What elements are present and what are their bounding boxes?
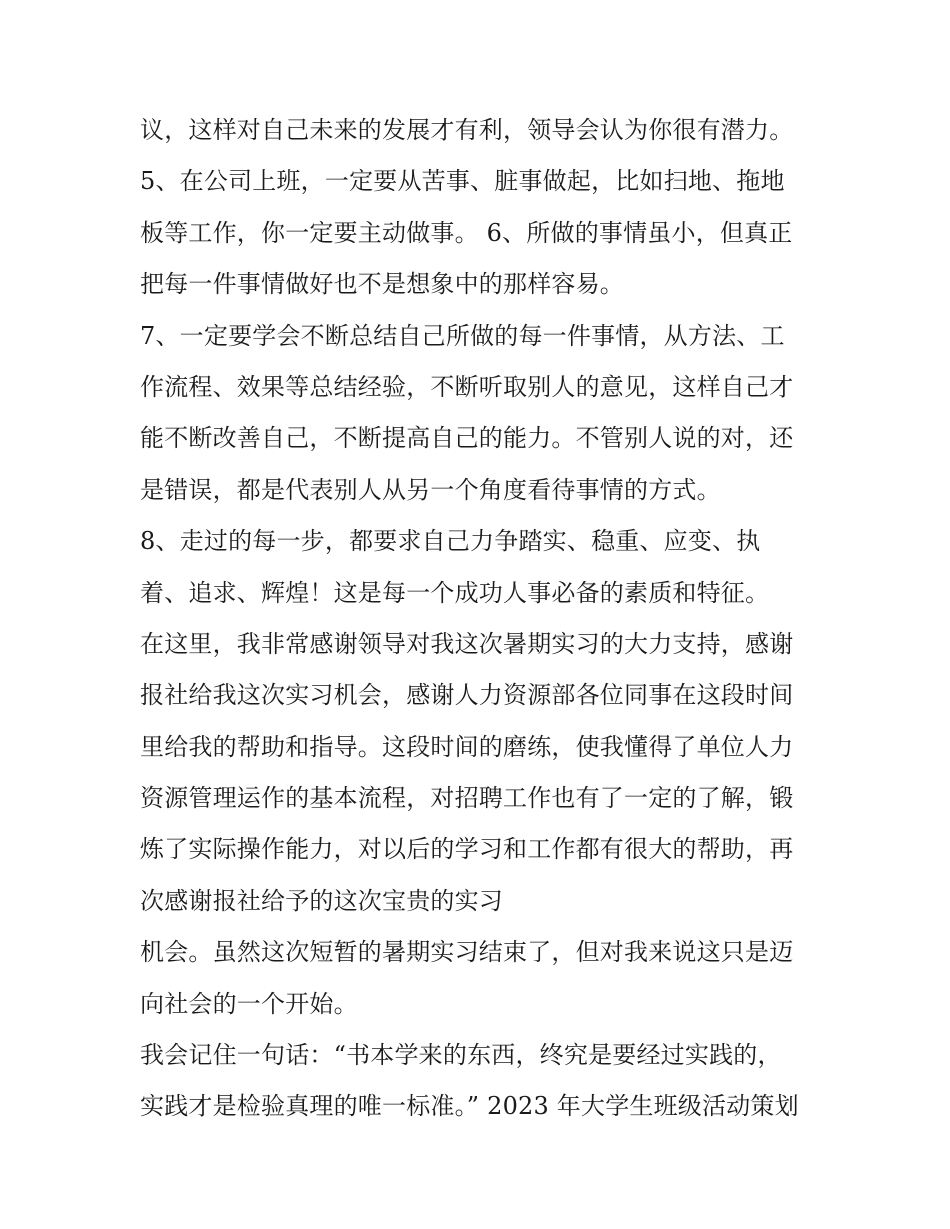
text-line: 是错误，都是代表别人从另一个角度看待事情的方式。: [140, 475, 721, 504]
text-line: 报社给我这次实习机会，感谢人力资源部各位同事在这段时间: [140, 681, 794, 710]
text-line: 向社会的一个开始。: [140, 989, 358, 1018]
text-line: 我会记住一句话：“书本学来的东西，终究是要经过实践的，: [140, 1041, 782, 1070]
text-line: 板等工作，你一定要主动做事。 6、所做的事情虽小，但真正: [140, 218, 793, 247]
text-line: 把每一件事情做好也不是想象中的那样容易。: [140, 270, 624, 299]
text-line: 议，这样对自己未来的发展才有利，领导会认为你很有潜力。: [140, 116, 794, 144]
text-line: 着、追求、辉煌！这是每一个成功人事必备的素质和特征。: [140, 578, 770, 607]
text-line: 次感谢报社给予的这次宝贵的实习: [140, 886, 503, 915]
text-line: 7、一定要学会不断总结自己所做的每一件事情，从方法、工: [140, 321, 785, 350]
text-line: 机会。虽然这次短暂的暑期实习结束了，但对我来说这只是迈: [140, 938, 794, 967]
text-line: 5、在公司上班，一定要从苦事、脏事做起，比如扫地、拖地: [140, 167, 785, 196]
text-line: 里给我的帮助和指导。这段时间的磨练，使我懂得了单位人力: [140, 732, 794, 761]
text-line: 8、走过的每一步，都要求自己力争踏实、稳重、应变、执: [140, 527, 761, 556]
text-line: 资源管理运作的基本流程，对招聘工作也有了一定的了解，锻: [140, 784, 794, 813]
text-line: 在这里，我非常感谢领导对我这次暑期实习的大力支持，感谢: [140, 629, 794, 658]
body-text: [140, 105, 820, 1133]
text-line: 作流程、效果等总结经验，不断听取别人的意见，这样自己才: [140, 372, 794, 401]
text-line: 能不断改善自己，不断提高自己的能力。不管别人说的对，还: [140, 424, 794, 453]
text-line: 炼了实际操作能力，对以后的学习和工作都有很大的帮助，再: [140, 835, 794, 864]
text-line: 实践才是检验真理的唯一标准。” 2023 年大学生班级活动策划: [140, 1092, 799, 1121]
